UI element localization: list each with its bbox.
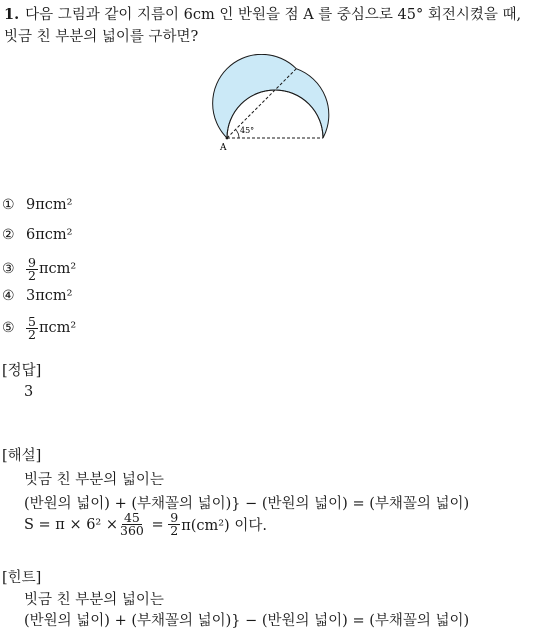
option-3-marker: ③ <box>2 261 15 277</box>
option-3-numerator: 9 <box>28 254 36 270</box>
option-1-marker: ① <box>2 197 15 213</box>
explanation-fraction-1-den: 360 <box>120 523 144 538</box>
explanation-fraction-2-num: 9 <box>170 510 179 525</box>
option-4[interactable] <box>2 283 72 309</box>
option-5-numerator: 5 <box>28 313 36 329</box>
option-4-text: 3πcm² <box>26 288 73 304</box>
explanation-line1: 빗금 친 부분의 넓이는 <box>24 472 164 488</box>
explanation-line2: (반원의 넓이) + (부채꼴의 넓이)} − (반원의 넓이) = (부채꼴의 넓이) <box>24 496 470 512</box>
answer-value: 3 <box>24 384 34 400</box>
rotated-semicircle-figure <box>205 54 335 154</box>
explanation-fraction-1 <box>118 512 146 537</box>
option-4-marker: ④ <box>2 288 15 304</box>
explanation-formula-mid: = <box>146 516 169 533</box>
explanation-fraction-2-den: 2 <box>170 523 179 538</box>
hint-line1: 빗금 친 부분의 넓이는 <box>24 592 164 608</box>
explanation-line3 <box>24 512 267 537</box>
explanation-formula-suffix: π(cm²) 이다. <box>181 518 267 534</box>
explanation-heading: [해설] <box>2 448 42 464</box>
option-5-rest: πcm² <box>38 320 77 336</box>
option-5[interactable] <box>2 312 76 344</box>
option-5-marker: ⑤ <box>2 320 15 336</box>
question-number: 1. <box>4 6 20 23</box>
point-A-label: A <box>220 143 227 153</box>
shaded-region <box>213 54 329 138</box>
explanation-formula-prefix: S = π × 6² × <box>24 516 118 533</box>
point-A <box>226 137 229 140</box>
answer-heading: [정답] <box>2 363 42 379</box>
option-1[interactable] <box>2 192 72 218</box>
option-1-text: 9πcm² <box>26 197 73 213</box>
option-3-fraction <box>26 254 38 283</box>
explanation-fraction-2 <box>168 512 180 537</box>
option-2-marker: ② <box>2 227 15 243</box>
angle-arc <box>236 130 240 139</box>
hint-heading: [힌트] <box>2 570 42 586</box>
option-5-denominator: 2 <box>28 326 36 342</box>
hint-line2: (반원의 넓이) + (부채꼴의 넓이)} − (반원의 넓이) = (부채꼴의 넓이) <box>24 613 470 629</box>
option-2[interactable] <box>2 222 72 248</box>
explanation-fraction-1-num: 45 <box>123 510 140 525</box>
option-3-denominator: 2 <box>28 267 36 283</box>
question <box>4 4 532 48</box>
option-5-fraction <box>26 313 38 342</box>
question-text: 다음 그림과 같이 지름이 6cm 인 반원을 점 A 를 중심으로 45° 회전시켰을 때, 빗금 친 부분의 넓이를 구하면? <box>4 7 522 45</box>
option-2-text: 6πcm² <box>26 227 73 243</box>
option-3-rest: πcm² <box>38 261 77 277</box>
angle-label: 45° <box>240 126 255 135</box>
option-3[interactable] <box>2 253 76 285</box>
